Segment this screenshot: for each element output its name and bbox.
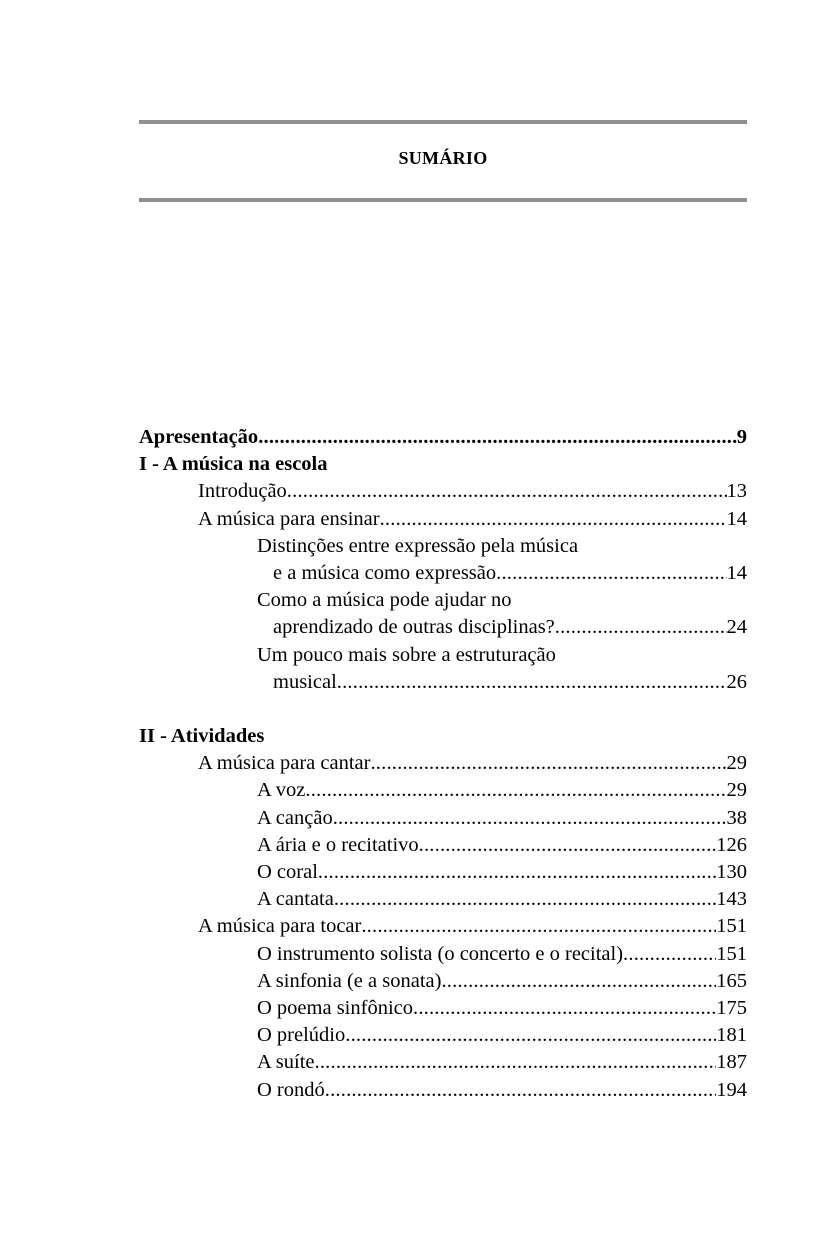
toc-label: A voz bbox=[257, 779, 306, 802]
section-spacer bbox=[139, 696, 747, 723]
toc-page-number: 194 bbox=[716, 1078, 747, 1101]
dot-leader bbox=[496, 560, 726, 587]
toc-label: O rondó bbox=[257, 1078, 325, 1101]
toc-entry-como-ajudar-line1[interactable] bbox=[139, 587, 747, 614]
toc-page-number: 14 bbox=[726, 507, 747, 530]
dot-leader bbox=[318, 859, 716, 886]
toc-entry-distincoes-line2[interactable] bbox=[139, 560, 747, 587]
toc-page-number: 165 bbox=[716, 969, 747, 992]
toc-label: Introdução bbox=[198, 480, 287, 503]
toc-label: e a música como expressão bbox=[273, 561, 497, 584]
toc-label: A suíte bbox=[257, 1051, 315, 1074]
table-of-contents bbox=[139, 424, 747, 1104]
toc-page-number: 14 bbox=[726, 561, 747, 584]
dot-leader bbox=[287, 478, 727, 505]
toc-page-number: 187 bbox=[716, 1051, 747, 1074]
toc-entry-solista[interactable] bbox=[139, 941, 747, 968]
bottom-rule bbox=[139, 198, 747, 202]
toc-entry-estruturacao-line1[interactable] bbox=[139, 642, 747, 669]
toc-entry-musica-cantar[interactable] bbox=[139, 750, 747, 777]
toc-page-number: 151 bbox=[716, 915, 747, 938]
toc-label: O coral bbox=[257, 861, 318, 883]
toc-page-number: 151 bbox=[716, 942, 747, 965]
toc-entry-musica-ensinar[interactable] bbox=[139, 506, 747, 533]
dot-leader bbox=[345, 1022, 716, 1049]
toc-label: aprendizado de outras disciplinas? bbox=[273, 616, 555, 639]
toc-label: Como a música pode ajudar no bbox=[257, 589, 512, 612]
toc-label: musical bbox=[273, 670, 337, 693]
toc-label: Distinções entre expressão pela música bbox=[257, 534, 579, 557]
toc-label: A canção bbox=[257, 806, 333, 829]
toc-page-number: 26 bbox=[726, 670, 747, 693]
toc-page-number: 143 bbox=[716, 888, 747, 911]
toc-entry-rondo[interactable] bbox=[139, 1077, 747, 1104]
toc-entry-sinfonia[interactable] bbox=[139, 968, 747, 995]
dot-leader bbox=[305, 777, 726, 804]
toc-label: O prelúdio bbox=[257, 1024, 346, 1047]
dot-leader bbox=[623, 941, 716, 968]
toc-entry-coral[interactable] bbox=[139, 859, 747, 886]
dot-leader bbox=[334, 886, 716, 913]
toc-entry-aria[interactable] bbox=[139, 832, 747, 859]
dot-leader bbox=[441, 968, 716, 995]
toc-label: O poema sinfônico bbox=[257, 996, 413, 1019]
toc-page-number: 13 bbox=[726, 480, 747, 503]
dot-leader bbox=[413, 995, 716, 1022]
dot-leader bbox=[258, 424, 737, 451]
toc-label: Um pouco mais sobre a estruturação bbox=[257, 643, 556, 666]
top-rule bbox=[139, 120, 747, 124]
toc-entry-voz[interactable] bbox=[139, 777, 747, 804]
toc-entry-apresentacao[interactable] bbox=[139, 424, 747, 451]
toc-label: A ária e o recitativo bbox=[257, 833, 419, 856]
toc-label: A cantata bbox=[257, 888, 334, 911]
dot-leader bbox=[370, 750, 726, 777]
toc-label: A música para ensinar bbox=[198, 507, 380, 530]
dot-leader bbox=[325, 1077, 716, 1104]
toc-page-number: 29 bbox=[726, 779, 747, 802]
toc-page-number: 38 bbox=[726, 806, 747, 829]
toc-label: A música para cantar bbox=[198, 752, 371, 775]
dot-leader bbox=[315, 1049, 717, 1076]
dot-leader bbox=[419, 832, 717, 859]
toc-label: A sinfonia (e a sonata) bbox=[257, 969, 442, 992]
toc-page-number: 130 bbox=[716, 861, 747, 883]
toc-page-number: 9 bbox=[736, 426, 747, 448]
toc-page-number: 181 bbox=[716, 1024, 747, 1047]
page-title: SUMÁRIO bbox=[398, 148, 488, 168]
toc-label: I - A música na escola bbox=[139, 453, 328, 476]
dot-leader bbox=[361, 913, 716, 940]
dot-leader bbox=[333, 805, 727, 832]
toc-label: II - Atividades bbox=[139, 725, 265, 748]
toc-page-number: 126 bbox=[716, 833, 747, 856]
toc-entry-como-ajudar-line2[interactable] bbox=[139, 614, 747, 641]
toc-page-number: 175 bbox=[716, 996, 747, 1019]
toc-entry-cancao[interactable] bbox=[139, 805, 747, 832]
toc-entry-musica-tocar[interactable] bbox=[139, 913, 747, 940]
toc-entry-preludio[interactable] bbox=[139, 1022, 747, 1049]
toc-entry-estruturacao-line2[interactable] bbox=[139, 669, 747, 696]
toc-label: A música para tocar bbox=[198, 915, 362, 938]
toc-entry-cantata[interactable] bbox=[139, 886, 747, 913]
toc-part-heading[interactable] bbox=[139, 451, 747, 478]
toc-entry-poema[interactable] bbox=[139, 995, 747, 1022]
toc-entry-introducao[interactable] bbox=[139, 478, 747, 505]
toc-label: O instrumento solista (o concerto e o recital) bbox=[257, 942, 624, 965]
toc-part-heading[interactable] bbox=[139, 723, 747, 750]
dot-leader bbox=[555, 614, 727, 641]
toc-page-number: 24 bbox=[726, 616, 747, 639]
toc-entry-distincoes-line1[interactable] bbox=[139, 533, 747, 560]
toc-page-number: 29 bbox=[726, 752, 747, 775]
toc-entry-suite[interactable] bbox=[139, 1049, 747, 1076]
dot-leader bbox=[337, 669, 727, 696]
toc-label: Apresentação bbox=[139, 426, 259, 448]
dot-leader bbox=[380, 506, 727, 533]
